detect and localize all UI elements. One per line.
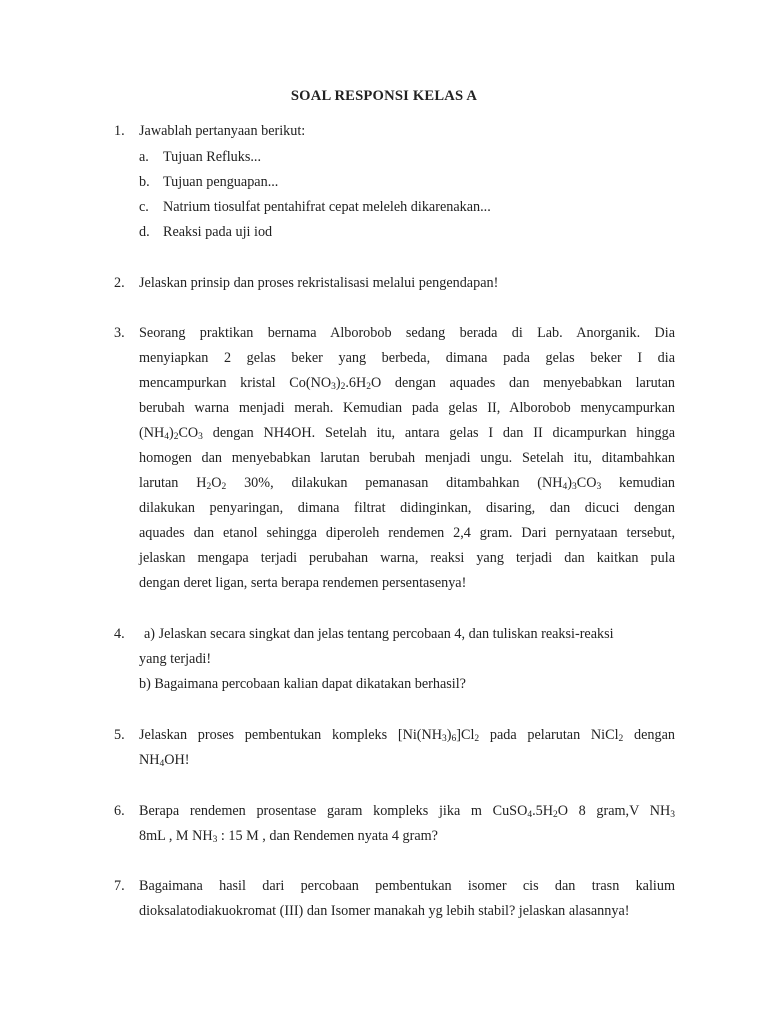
sub-item-text: Reaksi pada uji iod (163, 224, 273, 240)
question-number: 3. (114, 325, 125, 341)
question-text-line: Seorang praktikan bernama Alborobob sedang berada di Lab. Anorganik. Dia (139, 325, 675, 341)
question-number: 5. (114, 727, 125, 743)
question-number: 6. (114, 803, 125, 819)
sub-item-text: Tujuan Refluks... (163, 149, 262, 165)
question-number: 4. (114, 626, 125, 642)
question-text-line: berubah warna menjadi merah. Kemudian pada gelas II, Alborobob menycampurkan (139, 400, 675, 416)
question-text-line: dioksalatodiakuokromat (III) dan Isomer manakah yg lebih stabil? jelaskan alasannya! (139, 903, 630, 919)
question-number: 7. (114, 878, 125, 894)
question-text-line: Bagaimana hasil dari percobaan pembentukan isomer cis dan trasn kalium (139, 878, 675, 894)
question-text: Jelaskan prinsip dan proses rekristalisasi melalui pengendapan! (139, 275, 499, 291)
question-number: 1. (114, 123, 125, 139)
sub-item-letter: a. (139, 149, 149, 165)
page-title: SOAL RESPONSI KELAS A (290, 88, 478, 104)
question-text-line: dilakukan penyaringan, dimana filtrat didinginkan, disaring, dan dicuci dengan (139, 500, 675, 516)
sub-item-text: Tujuan penguapan... (163, 174, 279, 190)
question-text-line: larutan $H_2O_2$ 30%, dilakukan pemanasan ditambahkan $(NH_4)_3CO_3$ kemudian (139, 475, 675, 492)
question-text-line: Berapa rendemen prosentase garam kompleks jika m $CuSO_4.5H_2O$ 8 gram,V $NH_3$ (139, 803, 675, 820)
question-text-line: a) Jelaskan secara singkat dan jelas tentang percobaan 4, dan tuliskan reaksi-reaksi (144, 626, 614, 642)
question-text-line: $NH_4OH$! (139, 752, 190, 769)
sub-item-letter: b. (139, 174, 150, 190)
question-text-line: mencampurkan kristal $Co(NO_3)_2.6H_2O$ dengan aquades dan menyebabkan larutan (139, 375, 675, 392)
question-number: 2. (114, 275, 125, 291)
question-text-line: aquades dan etanol sehingga diperoleh rendemen 2,4 gram. Dari pernyataan tersebut, (139, 525, 675, 541)
sub-item-letter: d. (139, 224, 150, 240)
question-text-line: yang terjadi! (139, 651, 212, 667)
sub-item-letter: c. (139, 199, 149, 215)
question-text-line: jelaskan mengapa terjadi perubahan warna, reaksi yang terjadi dan kaitkan pula (139, 550, 675, 566)
question-text-line: menyiapkan 2 gelas beker yang berbeda, dimana pada gelas beker I dia (139, 350, 675, 366)
question-text-line: $(NH_4)_2CO_3$ dengan NH4OH. Setelah itu, antara gelas I dan II dicampurkan hingga (139, 425, 675, 442)
question-text-line: Jelaskan proses pembentukan kompleks $[Ni(NH_3)_6]Cl_2$ pada pelarutan NiCl$_2$ dengan (139, 727, 675, 744)
question-text-line: homogen dan menyebabkan larutan berubah menjadi ungu. Setelah itu, ditambahkan (139, 450, 675, 466)
question-text-line: b) Bagaimana percobaan kalian dapat dikatakan berhasil? (139, 676, 466, 692)
question-text: Jawablah pertanyaan berikut: (139, 123, 306, 139)
sub-item-text: Natrium tiosulfat pentahifrat cepat meleleh dikarenakan... (163, 199, 491, 215)
question-text-line: 8mL , M $NH_3$ : 15 M , dan Rendemen nyata 4 gram? (139, 828, 438, 845)
question-text-line: dengan deret ligan, serta berapa rendemen persentasenya! (139, 575, 467, 591)
